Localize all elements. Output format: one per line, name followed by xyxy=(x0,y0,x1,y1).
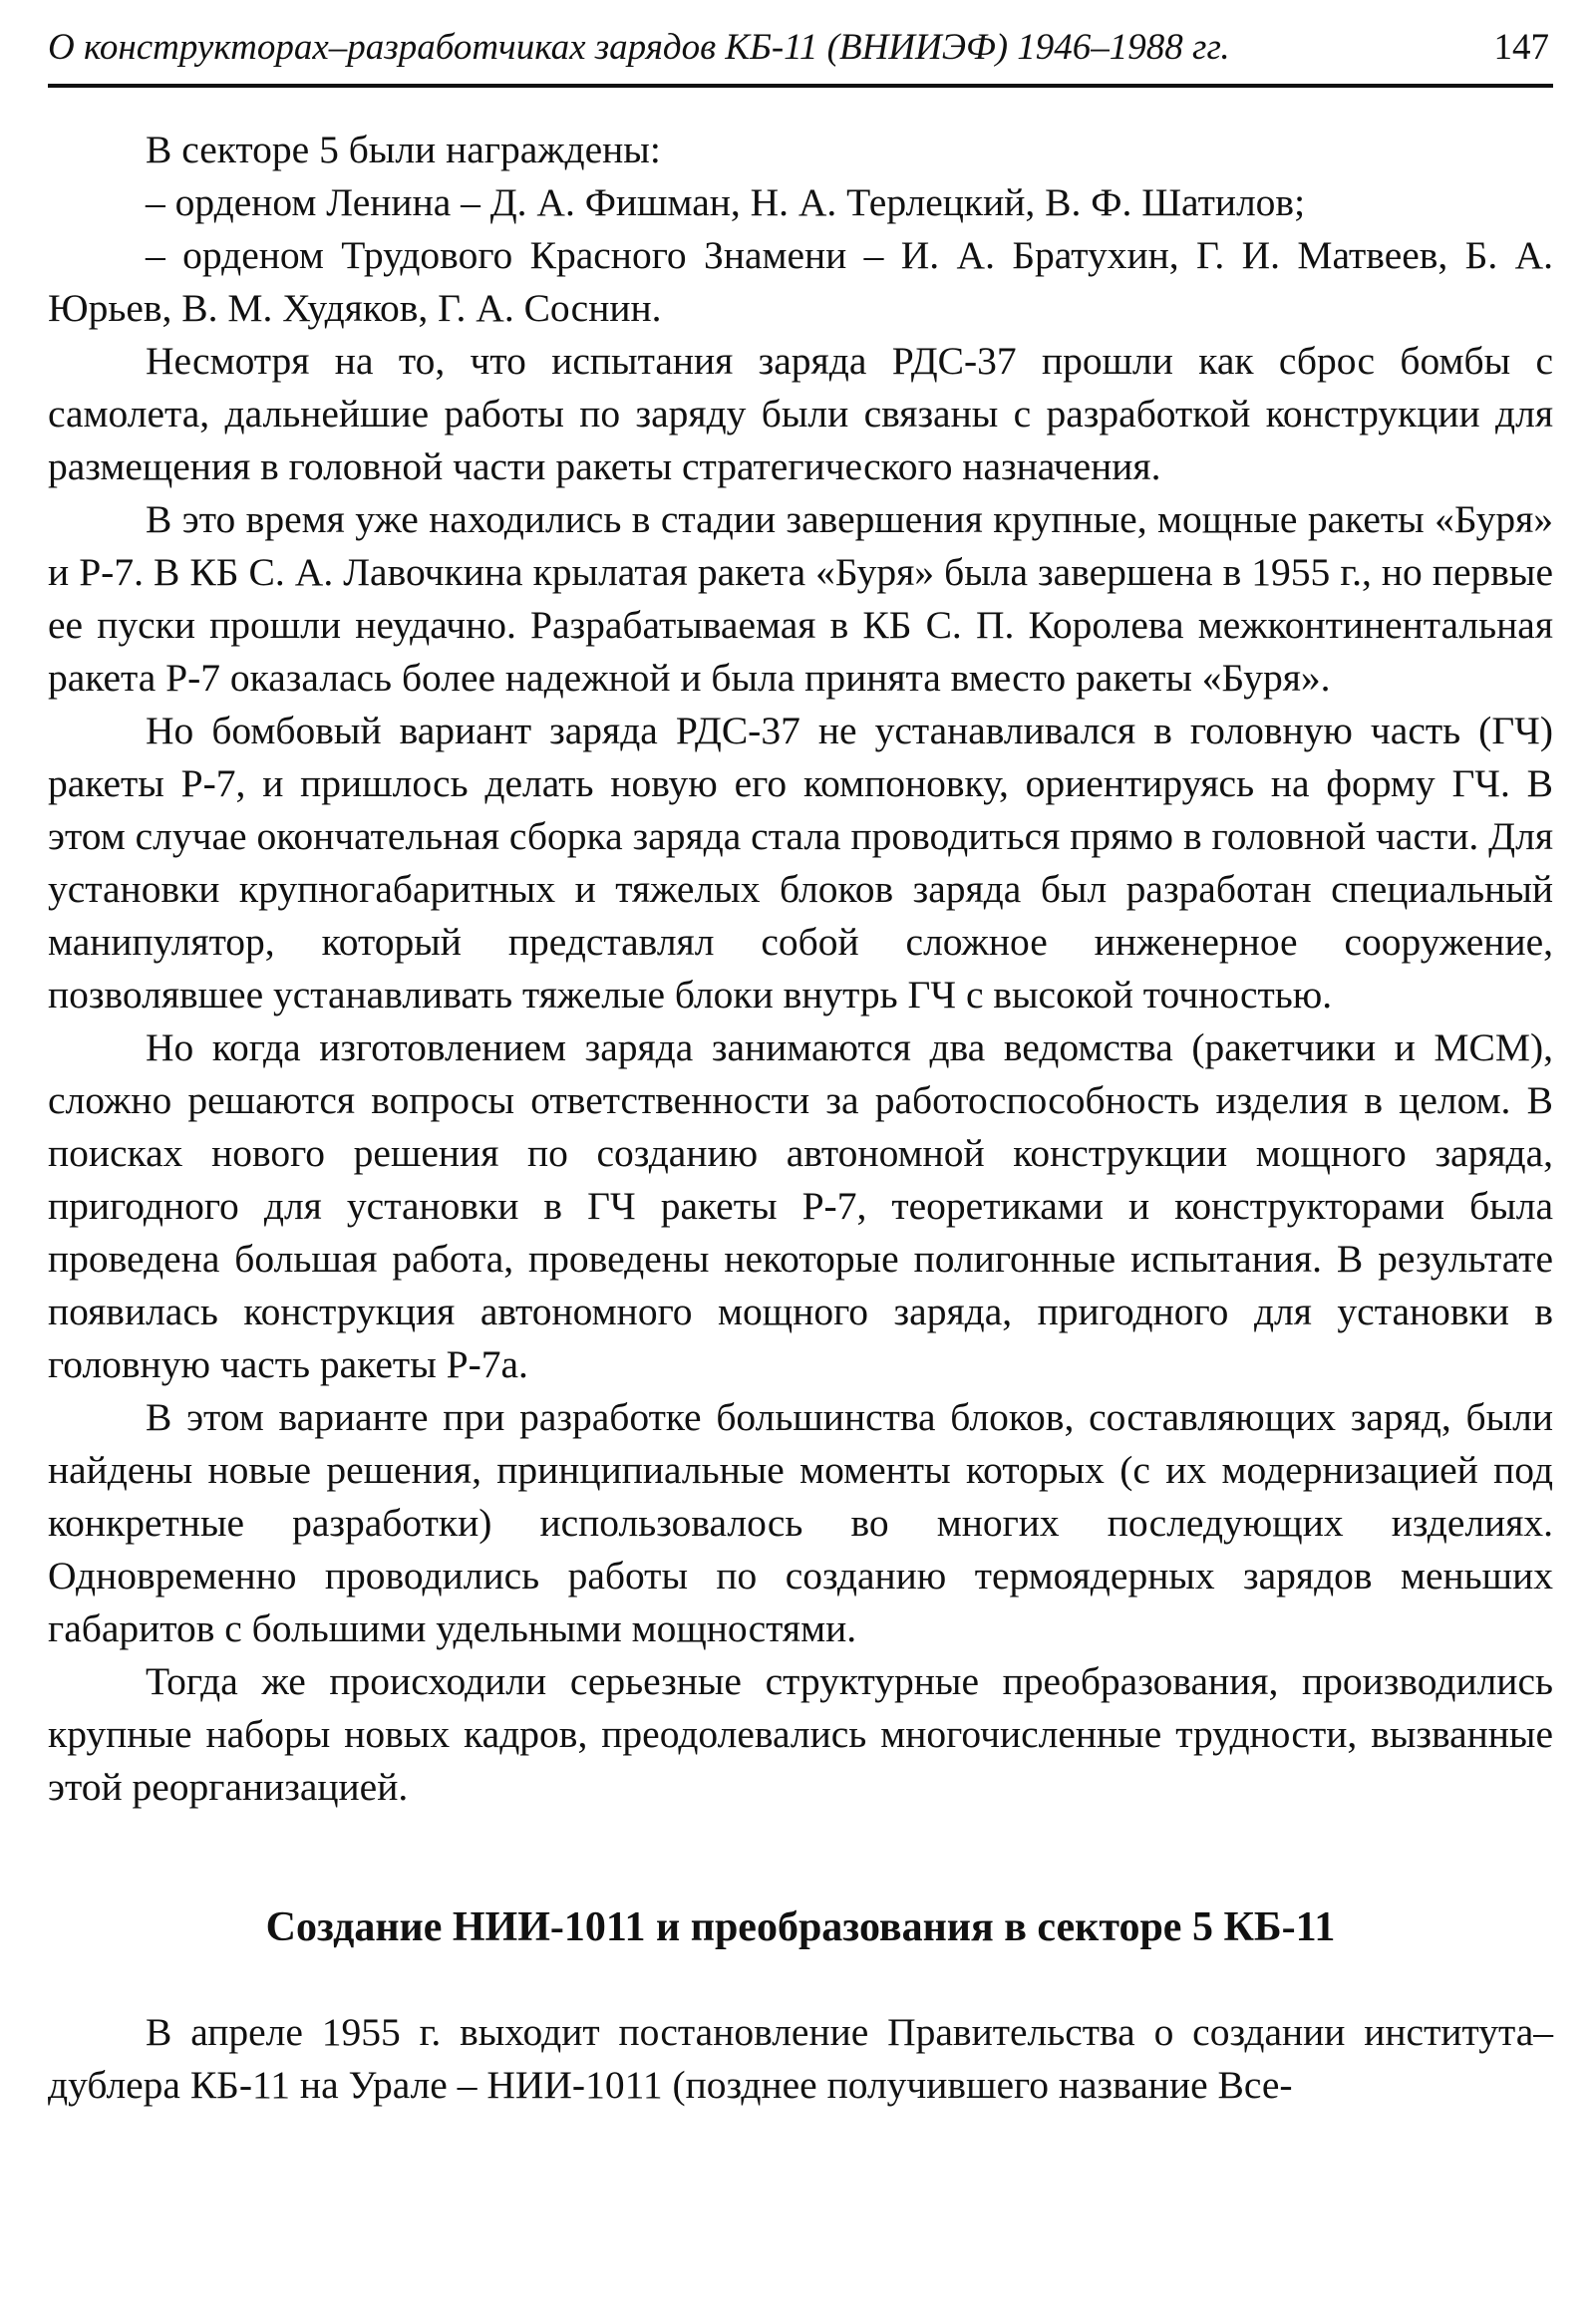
paragraph: В секторе 5 были награждены: xyxy=(146,128,661,171)
page-header xyxy=(48,18,1553,88)
section-heading: Создание НИИ-1011 и преобразования в секторе 5 КБ-11 xyxy=(265,1904,1336,1950)
paragraph: – орденом Ленина – Д. А. Фишман, Н. А. Терлецкий, В. Ф. Шатилов; xyxy=(146,180,1306,224)
running-title: О конструкторах–разработчиках зарядов КБ-11 (ВНИИЭФ) 1946–1988 гг. xyxy=(48,27,1230,68)
paragraph: – орденом Трудового Красного Знамени – И. А. Братухин, Г. И. Матвеев, Б. А. Юрьев, В. М. Худяков, Г. А. Соснин. xyxy=(48,233,1553,330)
paragraph: Но когда изготовлением заряда занимаются два ведомства (ракетчики и МСМ), сложно решаются вопросы ответственности за работоспособность изделия в целом. В поисках нового решения по созданию автономной конструкции мощного заряда, пригодного для установки в ГЧ ракеты Р-7, теоретиками и конструкторами была проведена большая работа, проведены некоторые полигонные испытания. В результате появилась конструкция автономного мощного заряда, пригодного для установки в головную часть ракеты Р-7а. xyxy=(48,1025,1553,1386)
page-number: 147 xyxy=(1493,27,1549,68)
paragraph: В апреле 1955 г. выходит постановление Правительства о создании института–дублера КБ-11 на Урале – НИИ-1011 (позднее получившего название Все- xyxy=(48,2010,1553,2107)
paragraph: Тогда же происходили серьезные структурные преобразования, производились крупные наборы новых кадров, преодолевались многочисленные трудности, вызванные этой реорганизацией. xyxy=(48,1659,1553,1809)
paragraph: В этом варианте при разработке большинства блоков, составляющих заряд, были найдены новые решения, принципиальные моменты которых (с их модернизацией под конкретные разработки) использовалось во многих последующих изделиях. Одновременно проводились работы по созданию термоядерных зарядов меньших габаритов с большими удельными мощностями. xyxy=(48,1395,1553,1650)
paragraph: Но бомбовый вариант заряда РДС-37 не устанавливался в головную часть (ГЧ) ракеты Р-7, и пришлось делать новую его компоновку, ориентируясь на форму ГЧ. В этом случае окончательная сборка заряда стала проводиться прямо в головной части. Для установки крупногабаритных и тяжелых блоков заряда был разработан специальный манипулятор, который представлял собой сложное инженерное сооружение, позволявшее устанавливать тяжелые блоки внутрь ГЧ с высокой точностью. xyxy=(48,709,1553,1017)
paragraph: В это время уже находились в стадии завершения крупные, мощные ракеты «Буря» и Р-7. В КБ С. А. Лавочкина крылатая ракета «Буря» была завершена в 1955 г., но первые ее пуски прошли неудачно. Разрабатываемая в КБ С. П. Королева межконтинентальная ракета Р-7 оказалась более надежной и была принята вместо ракеты «Буря». xyxy=(48,497,1553,700)
paragraph: Несмотря на то, что испытания заряда РДС-37 прошли как сброс бомбы с самолета, дальнейшие работы по заряду были связаны с разработкой конструкции для размещения в головной части ракеты стратегического назначения. xyxy=(48,339,1553,488)
page-body xyxy=(48,124,1553,2112)
